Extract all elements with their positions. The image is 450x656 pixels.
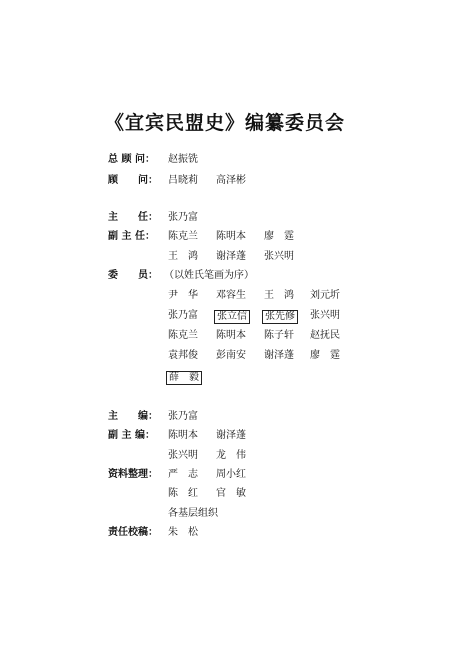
person-name: 陈克兰 <box>168 330 198 341</box>
person-name: 张乃富 <box>168 411 198 422</box>
person-name: 高泽彬 <box>216 175 246 186</box>
person-name: 陈子轩 <box>264 330 294 341</box>
person-name: 廖 霆 <box>264 231 294 242</box>
person-name: 彭南安 <box>216 350 246 361</box>
person-name: 朱 松 <box>168 527 198 538</box>
person-name: 官 敏 <box>216 488 246 499</box>
members-ordering-note: （以姓氏笔画为序） <box>164 270 254 281</box>
person-name: 张乃富 <box>168 212 198 223</box>
person-name: 陈 红 <box>168 488 198 499</box>
person-name: 周小红 <box>216 469 246 480</box>
person-name: 赵振铣 <box>168 154 198 165</box>
editor-label: 主 编： <box>108 411 158 422</box>
person-name: 赵抚民 <box>310 330 340 341</box>
person-name: 陈克兰 <box>168 231 198 242</box>
page-title: 《宜宾民盟史》编纂委员会 <box>104 112 345 134</box>
person-name: 袁邦俊 <box>168 350 198 361</box>
vice-chair-label: 副 主 任： <box>108 231 155 242</box>
person-name: 谢泽蓬 <box>216 430 246 441</box>
materials-label: 资料整理： <box>108 469 158 480</box>
person-name: 张兴明 <box>168 450 198 461</box>
person-name: 陈明本 <box>216 231 246 242</box>
person-name: 严 志 <box>168 469 198 480</box>
members-label: 委 员： <box>108 270 158 281</box>
person-name: 谢泽蓬 <box>216 251 246 262</box>
person-name: 邓容生 <box>216 290 246 301</box>
person-name: 陈明本 <box>216 330 246 341</box>
advisor-chief-label: 总 顾 问： <box>108 154 155 165</box>
person-name: 王 鸿 <box>168 251 198 262</box>
person-name-boxed: 张先修 <box>262 310 298 324</box>
chair-label: 主 任： <box>108 212 158 223</box>
person-name: 张兴明 <box>264 251 294 262</box>
person-name: 廖 霆 <box>310 350 340 361</box>
person-name: 龙 伟 <box>216 450 246 461</box>
person-name: 张兴明 <box>310 310 340 321</box>
person-name: 王 鸿 <box>264 290 294 301</box>
person-name-boxed: 张立信 <box>214 310 250 324</box>
person-name: 谢泽蓬 <box>264 350 294 361</box>
person-name: 陈明本 <box>168 430 198 441</box>
vice-editor-label: 副 主 编： <box>108 430 155 441</box>
person-name: 尹 华 <box>168 290 198 301</box>
advisors-label: 顾 问： <box>108 175 158 186</box>
proofreader-label: 责任校稿： <box>108 527 158 538</box>
person-name: 吕晓莉 <box>168 175 198 186</box>
organization-name: 各基层组织 <box>168 508 218 519</box>
person-name: 刘元圻 <box>310 290 340 301</box>
person-name-boxed: 薛 毅 <box>166 371 202 385</box>
person-name: 张乃富 <box>168 310 198 321</box>
